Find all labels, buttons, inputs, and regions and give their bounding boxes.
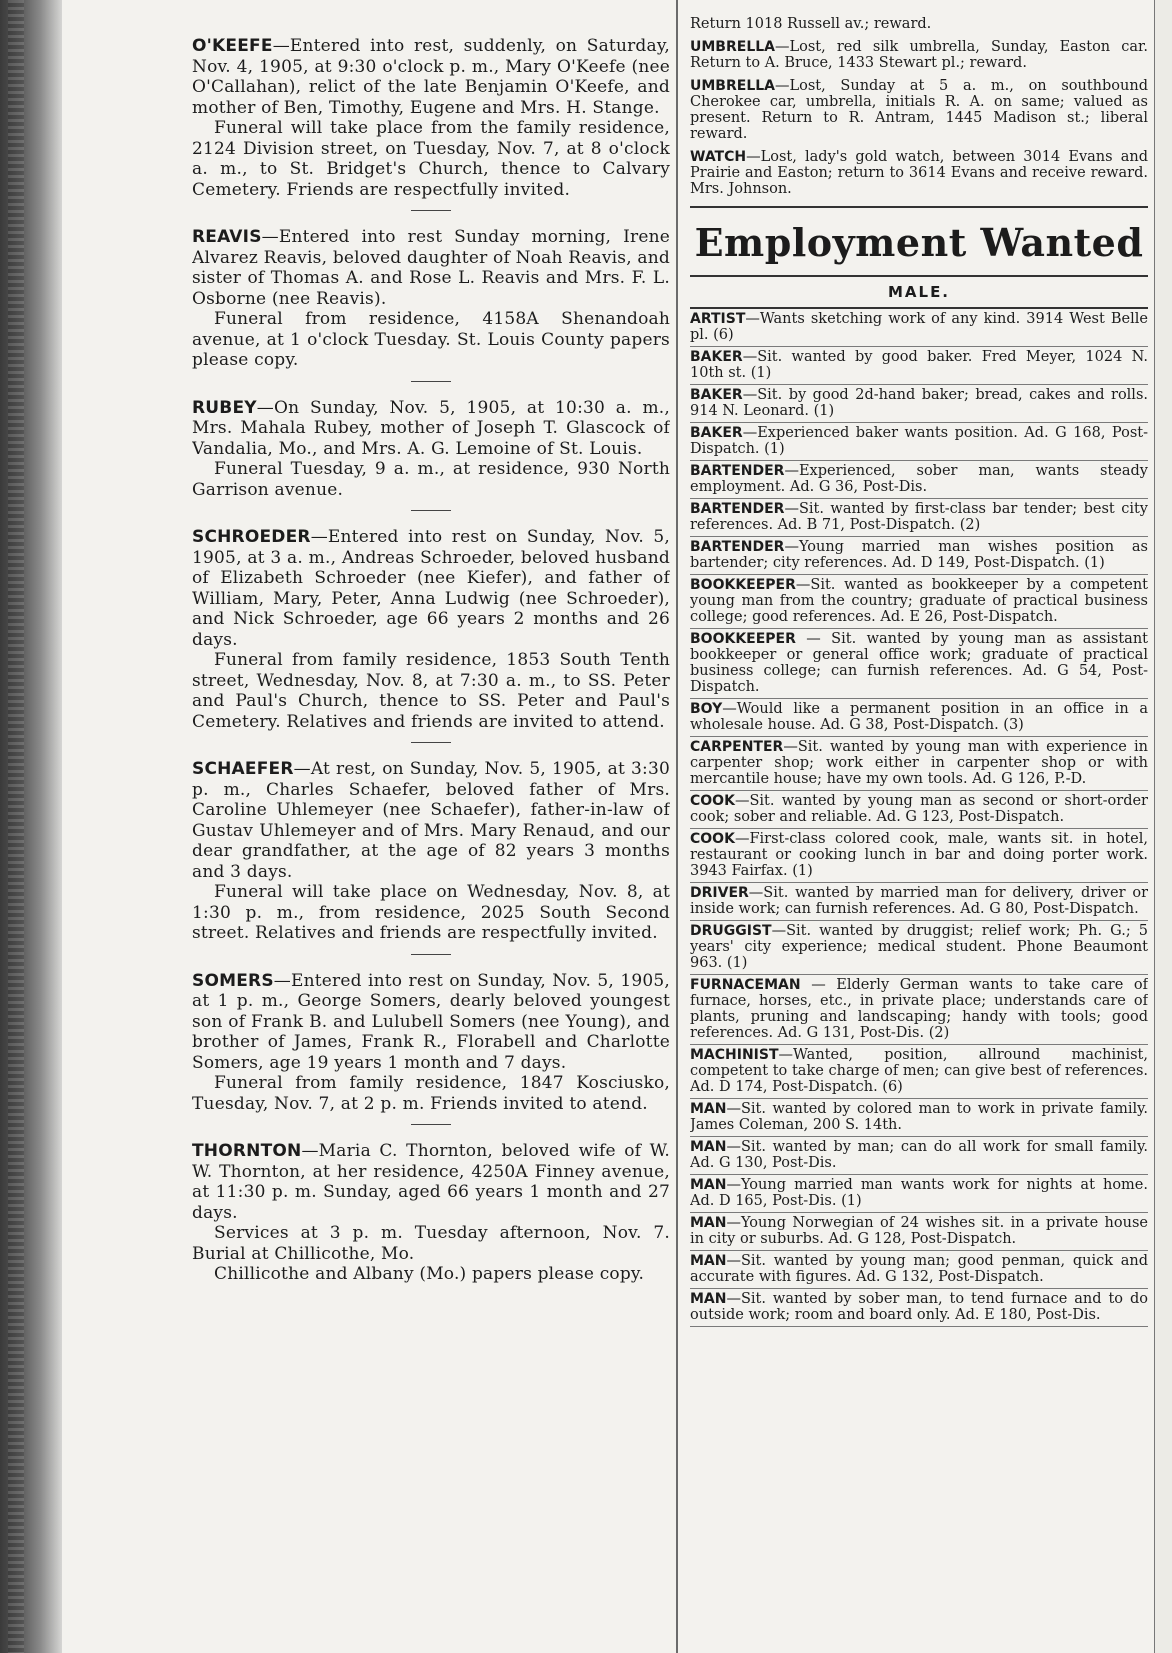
lost-item-ad [690, 147, 1148, 202]
ad-keyword: UMBRELLA [690, 78, 775, 94]
obituary-paragraph [192, 527, 670, 650]
obituary-paragraph [192, 759, 670, 882]
employment-ad [690, 1175, 1148, 1213]
obituary-paragraph [192, 882, 670, 944]
notice-separator [411, 381, 451, 382]
lost-item-ad [690, 76, 1148, 147]
section-heading: Employment Wanted [690, 206, 1148, 277]
employment-ad [690, 629, 1148, 699]
obituary-name: SCHROEDER [192, 527, 311, 547]
ad-text: —Lost, Sunday at 5 a. m., on southbound Cherokee car, umbrella, initials R. A. on same; valued as present. Return to R. Antram, 1445 Madison st.; liberal reward. [690, 78, 1148, 142]
employment-ad [690, 1045, 1148, 1099]
obituary-paragraph [192, 36, 670, 118]
obituary-text: —Entered into rest on Sunday, Nov. 5, 1905, at 1 p. m., George Somers, dearly beloved youngest son of Frank B. and Lulubell Somers (nee Young), and brother of James, Frank R., Florabell and Charlotte Somers, age 19 years 1 month and 7 days. [192, 970, 670, 1073]
ad-keyword: BAKER [690, 349, 743, 365]
ad-keyword: DRUGGIST [690, 923, 772, 939]
ad-keyword: ARTIST [690, 311, 746, 327]
employment-ad-list [690, 309, 1148, 1327]
ad-text: Return 1018 Russell av.; reward. [690, 16, 932, 32]
obituary-name: RUBEY [192, 397, 257, 418]
ad-text: —Sit. wanted by young man with experience in carpenter shop; work either in carpenter shop or with mercantile house; have my own tools. Ad. G 126, P.-D. [690, 739, 1148, 787]
ad-keyword: BARTENDER [690, 539, 785, 555]
ad-keyword: BOY [690, 701, 723, 717]
obituary-name: SCHAEFER [192, 759, 294, 779]
employment-ad [690, 829, 1148, 883]
ad-keyword: BOOKKEEPER [690, 577, 796, 593]
employment-ad [690, 461, 1148, 499]
ad-keyword: MAN [690, 1139, 727, 1155]
classified-column [690, 0, 1148, 1640]
ad-text: — Sit. wanted by young man as assistant bookkeeper or general office work; graduate of practical business college; can furnish references. Ad. G 54, Post-Dispatch. [690, 631, 1148, 695]
employment-ad [690, 1213, 1148, 1251]
employment-ad [690, 499, 1148, 537]
obituary-text: Funeral from residence, 4158A Shenandoah avenue, at 1 o'clock Tuesday. St. Louis County papers please copy. [192, 309, 670, 370]
obituary-text: Funeral will take place from the family residence, 2124 Division street, on Tuesday, Nov. 7, at 8 o'clock a. m., to St. Bridget's Church, thence to Calvary Cemetery. Friends are respectfully invited. [192, 118, 670, 200]
employment-ad [690, 385, 1148, 423]
ad-keyword: MAN [690, 1215, 727, 1231]
employment-ad [690, 1099, 1148, 1137]
notice-separator [411, 954, 451, 955]
obituary-paragraph [192, 459, 670, 500]
ad-keyword: UMBRELLA [690, 39, 775, 55]
obituary-paragraph [192, 1073, 670, 1114]
obituary-notice [192, 227, 670, 371]
obituary-text: Funeral Tuesday, 9 a. m., at residence, 930 North Garrison avenue. [192, 459, 670, 500]
obituary-name: THORNTON [192, 1141, 302, 1161]
ad-text: —Wanted, position, allround machinist, competent to take charge of men; can give best of references. Ad. D 174, Post-Dispatch. (6) [690, 1047, 1148, 1095]
ad-keyword: WATCH [690, 149, 747, 165]
notice-separator [411, 1124, 451, 1125]
obituary-paragraph [192, 118, 670, 200]
obituary-text: —Entered into rest Sunday morning, Irene Alvarez Reavis, beloved daughter of Noah Reavis, and sister of Thomas A. and Rose L. Reavis and Mrs. F. L. Osborne (nee Reavis). [192, 227, 670, 309]
ad-text: — Elderly German wants to take care of furnace, horses, etc., in private place; understands care of plants, pruning and landscaping; handy with tools; good references. Ad. G 131, Post-Dis. (2) [690, 977, 1148, 1041]
section-subheading: MALE. [690, 277, 1148, 309]
ad-text: —Would like a permanent position in an office in a wholesale house. Ad. G 38, Post-Dispatch. (3) [690, 701, 1148, 733]
obituary-text: —At rest, on Sunday, Nov. 5, 1905, at 3:30 p. m., Charles Schaefer, beloved father of Mrs. Caroline Uhlemeyer (nee Schaefer), father-in-law of Gustav Uhlemeyer and of Mrs. Mary Renaud, and our dear grandfather, at the age of 82 years 3 months and 3 days. [192, 759, 670, 882]
ad-keyword: BOOKKEEPER [690, 631, 796, 647]
obituary-paragraph [192, 309, 670, 371]
obituary-notice [192, 1141, 670, 1285]
obituary-text: —Entered into rest on Sunday, Nov. 5, 1905, at 3 a. m., Andreas Schroeder, beloved husband of Elizabeth Schroeder (nee Kiefer), and father of William, Mary, Peter, Anna Ludwig (nee Schroeder), and Nick Schroeder, age 66 years 2 months and 26 days. [192, 527, 670, 650]
ad-text: —Sit. wanted by good baker. Fred Meyer, 1024 N. 10th st. (1) [690, 349, 1148, 381]
notice-separator [411, 210, 451, 211]
employment-ad [690, 737, 1148, 791]
ad-keyword: BARTENDER [690, 501, 785, 517]
ad-text: —Lost, red silk umbrella, Sunday, Easton car. Return to A. Bruce, 1433 Stewart pl.; reward. [690, 39, 1148, 71]
employment-ad [690, 883, 1148, 921]
lost-item-ad [690, 14, 1148, 37]
obituary-text: —On Sunday, Nov. 5, 1905, at 10:30 a. m., Mrs. Mahala Rubey, mother of Joseph T. Glascock of Vandalia, Mo., and Mrs. A. G. Lemoine of St. Louis. [192, 397, 670, 459]
notice-separator [411, 510, 451, 511]
employment-ad [690, 975, 1148, 1045]
ad-keyword: BARTENDER [690, 463, 785, 479]
obituary-notice [192, 398, 670, 501]
obituary-text: —Maria C. Thornton, beloved wife of W. W. Thornton, at her residence, 4250A Finney avenue, at 11:30 p. m. Sunday, aged 66 years 1 month and 27 days. [192, 1141, 670, 1223]
ad-keyword: BAKER [690, 387, 743, 403]
obituary-notice [192, 36, 670, 200]
column-rule [676, 0, 678, 1653]
obituary-name: REAVIS [192, 227, 262, 247]
scan-margin [0, 0, 62, 1653]
ad-text: —Sit. wanted by druggist; relief work; Ph. G.; 5 years' city experience; medical student. Phone Beaumont 963. (1) [690, 923, 1148, 971]
employment-ad [690, 791, 1148, 829]
obituary-text: —Entered into rest, suddenly, on Saturday, Nov. 4, 1905, at 9:30 o'clock p. m., Mary O'Keefe (nee O'Callahan), relict of the late Benjamin O'Keefe, and mother of Ben, Timothy, Eugene and Mrs. H. Stange. [192, 36, 670, 118]
employment-ad [690, 1289, 1148, 1327]
obituary-column [192, 36, 670, 1636]
obituary-paragraph [192, 227, 670, 309]
ad-keyword: MAN [690, 1101, 727, 1117]
ad-text: —Sit. wanted by first-class bar tender; best city references. Ad. B 71, Post-Dispatch. (2) [690, 501, 1148, 533]
employment-ad [690, 1251, 1148, 1289]
ad-text: —Experienced baker wants position. Ad. G 168, Post-Dispatch. (1) [690, 425, 1148, 457]
ad-text: —Young Norwegian of 24 wishes sit. in a private house in city or suburbs. Ad. G 128, Post-Dispatch. [690, 1215, 1148, 1247]
obituary-notice [192, 759, 670, 944]
employment-ad [690, 575, 1148, 629]
obituary-notice [192, 527, 670, 732]
ad-text: —Sit. wanted by young man; good penman, quick and accurate with figures. Ad. G 132, Post-Dispatch. [690, 1253, 1148, 1285]
ad-keyword: CARPENTER [690, 739, 784, 755]
ad-text: —Lost, lady's gold watch, between 3014 Evans and Prairie and Easton; return to 3614 Evans and receive reward. Mrs. Johnson. [690, 149, 1148, 197]
obituary-paragraph [192, 398, 670, 460]
obituary-list [192, 36, 670, 1285]
obituary-text: Funeral from family residence, 1853 South Tenth street, Wednesday, Nov. 8, at 7:30 a. m., to SS. Peter and Paul's Church, thence to SS. Peter and Paul's Cemetery. Relatives and friends are invited to attend. [192, 650, 670, 732]
ad-text: —Sit. wanted by colored man to work in private family. James Coleman, 200 S. 14th. [690, 1101, 1148, 1133]
obituary-text: Services at 3 p. m. Tuesday afternoon, Nov. 7. Burial at Chillicothe, Mo. [192, 1223, 670, 1264]
notice-separator [411, 742, 451, 743]
obituary-text: Funeral will take place on Wednesday, Nov. 8, at 1:30 p. m., from residence, 2025 South Second street. Relatives and friends are respectfully invited. [192, 882, 670, 943]
obituary-paragraph [192, 971, 670, 1074]
ad-text: —Sit. wanted by married man for delivery, driver or inside work; can furnish references. Ad. G 80, Post-Dispatch. [690, 885, 1148, 917]
adjacent-column-edge [1154, 0, 1172, 1653]
obituary-paragraph [192, 650, 670, 732]
ad-keyword: MACHINIST [690, 1047, 779, 1063]
obituary-paragraph [192, 1264, 670, 1285]
lost-item-ad [690, 37, 1148, 76]
employment-ad [690, 921, 1148, 975]
employment-ad [690, 1137, 1148, 1175]
employment-ad [690, 537, 1148, 575]
ad-keyword: COOK [690, 831, 735, 847]
obituary-name: O'KEEFE [192, 36, 273, 56]
obituary-notice [192, 971, 670, 1115]
ad-keyword: BAKER [690, 425, 743, 441]
obituary-text: Chillicothe and Albany (Mo.) papers please copy. [214, 1264, 645, 1284]
ad-text: —Sit. wanted by young man as second or short-order cook; sober and reliable. Ad. G 123, Post-Dispatch. [690, 793, 1148, 825]
obituary-text: Funeral from family residence, 1847 Kosciusko, Tuesday, Nov. 7, at 2 p. m. Friends invited to atend. [192, 1073, 670, 1114]
ad-keyword: MAN [690, 1253, 727, 1269]
ad-keyword: MAN [690, 1291, 727, 1307]
ad-text: —Young married man wishes position as bartender; city references. Ad. D 149, Post-Dispatch. (1) [690, 539, 1148, 571]
ad-text: —Sit. wanted by man; can do all work for small family. Ad. G 130, Post-Dis. [690, 1139, 1148, 1171]
ad-keyword: COOK [690, 793, 735, 809]
ad-text: —Experienced, sober man, wants steady employment. Ad. G 36, Post-Dis. [690, 463, 1148, 495]
ad-keyword: DRIVER [690, 885, 749, 901]
employment-ad [690, 309, 1148, 347]
ad-text: —Young married man wants work for nights at home. Ad. D 165, Post-Dis. (1) [690, 1177, 1148, 1209]
employment-ad [690, 699, 1148, 737]
employment-ad [690, 347, 1148, 385]
ad-keyword: MAN [690, 1177, 727, 1193]
ad-text: —Sit. wanted by sober man, to tend furnace and to do outside work; room and board only. Ad. E 180, Post-Dis. [690, 1291, 1148, 1323]
ad-text: —Sit. wanted as bookkeeper by a competent young man from the country; graduate of practical business college; good references. Ad. E 26, Post-Dispatch. [690, 577, 1148, 625]
lost-and-found-list [690, 14, 1148, 202]
obituary-paragraph [192, 1223, 670, 1264]
obituary-name: SOMERS [192, 970, 274, 991]
ad-text: —Sit. by good 2d-hand baker; bread, cakes and rolls. 914 N. Leonard. (1) [690, 387, 1148, 419]
obituary-paragraph [192, 1141, 670, 1223]
ad-text: —Wants sketching work of any kind. 3914 West Belle pl. (6) [690, 311, 1148, 343]
ad-text: —First-class colored cook, male, wants sit. in hotel, restaurant or cooking lunch in bar and doing porter work. 3943 Fairfax. (1) [690, 831, 1148, 879]
employment-ad [690, 423, 1148, 461]
ad-keyword: FURNACEMAN [690, 977, 801, 993]
